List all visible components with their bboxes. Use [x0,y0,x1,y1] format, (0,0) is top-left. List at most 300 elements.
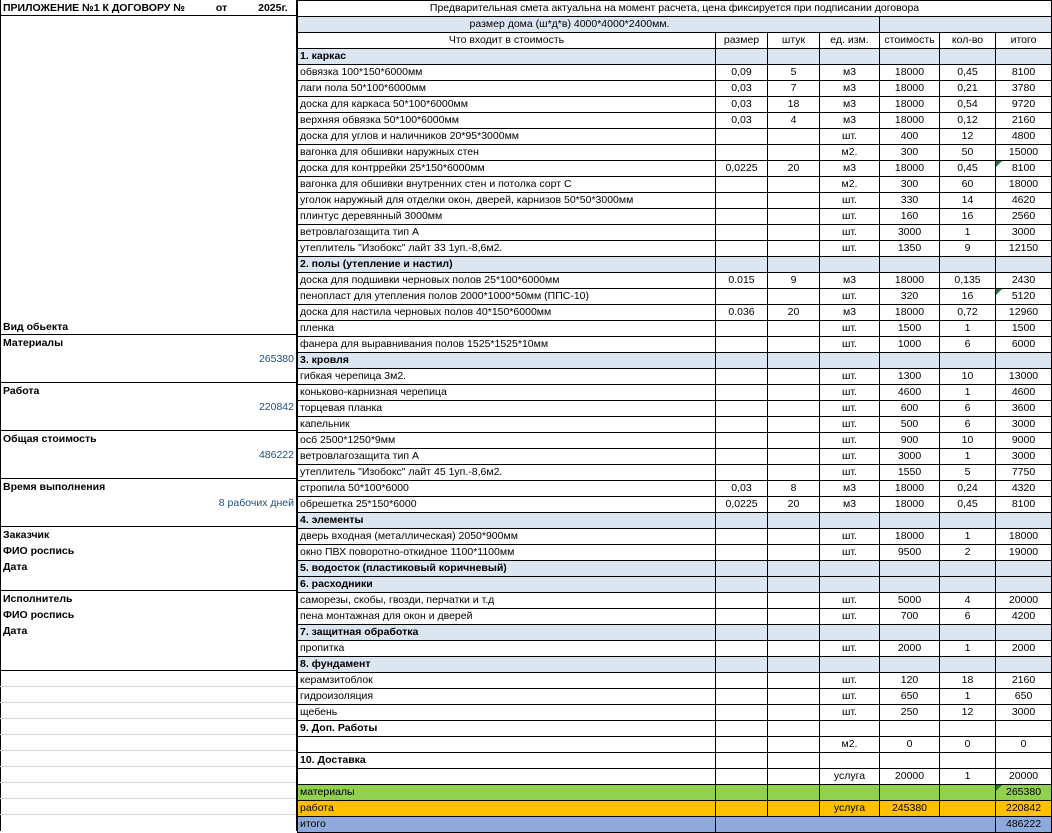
section-title[interactable]: 8. фундамент [298,657,716,673]
cell[interactable] [880,49,940,65]
cell-size[interactable] [716,177,768,193]
cell-pcs[interactable] [768,177,820,193]
cell[interactable] [880,353,940,369]
cell[interactable] [768,257,820,273]
cell-unit[interactable]: шт. [820,465,880,481]
duration-value[interactable]: 8 рабочих дней [218,497,294,509]
cell-size[interactable] [716,641,768,657]
cell-unit[interactable]: м3 [820,481,880,497]
cell-unit[interactable]: м2. [820,145,880,161]
cell-qty[interactable]: 6 [940,337,996,353]
cell-unit[interactable]: шт. [820,401,880,417]
cell-price[interactable]: 500 [880,417,940,433]
cell-pcs[interactable] [768,449,820,465]
materials-summary-total[interactable]: 265380 [996,785,1052,801]
cell-pcs[interactable] [768,209,820,225]
cell-unit[interactable]: шт. [820,417,880,433]
cell[interactable] [716,721,768,737]
cell-unit[interactable]: м3 [820,273,880,289]
cell-size[interactable]: 0,03 [716,481,768,497]
cell-price[interactable]: 18000 [880,113,940,129]
cell-size[interactable]: 0,09 [716,65,768,81]
cell-qty[interactable]: 9 [940,241,996,257]
cell-qty[interactable]: 0,12 [940,113,996,129]
cell-pcs[interactable] [768,641,820,657]
cell-unit[interactable]: услуга [820,769,880,785]
cell-pcs[interactable] [768,129,820,145]
cell-price[interactable]: 400 [880,129,940,145]
cell-unit[interactable]: шт. [820,289,880,305]
cell-unit[interactable]: м2. [820,737,880,753]
cell-qty[interactable]: 0 [940,737,996,753]
cell-qty[interactable]: 60 [940,177,996,193]
house-size-blank[interactable] [880,17,1052,33]
cell-pcs[interactable]: 7 [768,81,820,97]
cell-unit[interactable]: шт. [820,545,880,561]
section-title[interactable]: 9. Доп. Работы [298,721,716,737]
cell-qty[interactable]: 1 [940,449,996,465]
cell-unit[interactable]: шт. [820,209,880,225]
cell[interactable] [820,785,880,801]
cell-pcs[interactable] [768,225,820,241]
cell-qty[interactable]: 16 [940,209,996,225]
cell-name[interactable]: утеплитель "Изобокс" лайт 33 1уп.-8,6м2. [298,241,716,257]
house-size[interactable]: размер дома (ш*д*в) 4000*4000*2400мм. [298,17,880,33]
cell-price[interactable]: 18000 [880,97,940,113]
cell-total[interactable]: 3600 [996,401,1052,417]
cell-name[interactable]: пенопласт для утепления полов 2000*1000*50мм (ППС-10) [298,289,716,305]
cell-qty[interactable]: 1 [940,385,996,401]
cell-qty[interactable]: 0,45 [940,161,996,177]
cell-price[interactable]: 1350 [880,241,940,257]
section-title[interactable]: 5. водосток (пластиковый коричневый) [298,561,716,577]
cell-total[interactable]: 3000 [996,417,1052,433]
col-header-total[interactable]: итого [996,33,1052,49]
cell-name[interactable]: дверь входная (металлическая) 2050*900мм [298,529,716,545]
cell-pcs[interactable]: 8 [768,481,820,497]
cell-pcs[interactable] [768,385,820,401]
cell-pcs[interactable]: 20 [768,497,820,513]
cell-pcs[interactable] [768,465,820,481]
cell[interactable] [880,257,940,273]
cell-pcs[interactable] [768,593,820,609]
work-summary-label[interactable]: работа [298,801,716,817]
cell[interactable] [996,49,1052,65]
cell-unit[interactable]: шт. [820,193,880,209]
col-header-item[interactable]: Что входит в стоимость [298,33,716,49]
cell-pcs[interactable] [768,705,820,721]
cell-size[interactable] [716,241,768,257]
work-value[interactable]: 220842 [258,401,294,413]
cell-name[interactable]: коньково-карнизная черепица [298,385,716,401]
cell-qty[interactable]: 6 [940,401,996,417]
cell-price[interactable]: 18000 [880,81,940,97]
cell-size[interactable] [716,289,768,305]
cell-total[interactable]: 19000 [996,545,1052,561]
section-title[interactable]: 7. защитная обработка [298,625,716,641]
cell-pcs[interactable] [768,673,820,689]
cell-unit[interactable]: м3 [820,65,880,81]
cell-price[interactable]: 1550 [880,465,940,481]
cell-total[interactable]: 2430 [996,273,1052,289]
cell-total[interactable]: 18000 [996,177,1052,193]
cell-unit[interactable]: шт. [820,689,880,705]
col-header-price[interactable]: стоимость [880,33,940,49]
cell-pcs[interactable]: 18 [768,97,820,113]
cell[interactable] [940,801,996,817]
cell[interactable] [940,513,996,529]
cell-size[interactable] [716,465,768,481]
cell-size[interactable] [716,145,768,161]
cell[interactable] [996,577,1052,593]
cell[interactable] [768,625,820,641]
cell-name[interactable]: утеплитель "Изобокс" лайт 45 1уп.-8,6м2. [298,465,716,481]
cell-name[interactable]: обрешетка 25*150*6000 [298,497,716,513]
cell-price[interactable]: 600 [880,401,940,417]
cell[interactable] [940,49,996,65]
cell[interactable] [880,577,940,593]
cell-unit[interactable]: шт. [820,609,880,625]
cell-name[interactable]: лаги пола 50*100*6000мм [298,81,716,97]
cell-total[interactable]: 8100 [996,497,1052,513]
cell-name[interactable]: уголок наружный для отделки окон, дверей, карнизов 50*50*3000мм [298,193,716,209]
duration-label[interactable]: Время выполнения [3,481,106,493]
cell[interactable] [716,753,768,769]
contractor-label[interactable]: Исполнитель [3,593,73,605]
cell-unit[interactable]: шт. [820,705,880,721]
cell-pcs[interactable]: 4 [768,113,820,129]
cell-pcs[interactable] [768,401,820,417]
cell-pcs[interactable] [768,769,820,785]
cell-price[interactable]: 4600 [880,385,940,401]
cell-total[interactable]: 6000 [996,337,1052,353]
cell-qty[interactable]: 50 [940,145,996,161]
customer-label[interactable]: Заказчик [3,529,50,541]
cell-pcs[interactable]: 20 [768,305,820,321]
cell-total[interactable]: 18000 [996,529,1052,545]
cell-unit[interactable]: м3 [820,497,880,513]
grand-total-label[interactable]: итого [298,817,716,833]
cell-size[interactable] [716,593,768,609]
cell[interactable] [820,513,880,529]
contractor-date-label[interactable]: Дата [3,625,28,637]
cell[interactable] [716,513,768,529]
cell-qty[interactable]: 12 [940,129,996,145]
section-title[interactable]: 6. расходники [298,577,716,593]
cell-unit[interactable]: шт. [820,529,880,545]
cell[interactable] [940,353,996,369]
cell-size[interactable] [716,369,768,385]
cell-total[interactable]: 3000 [996,225,1052,241]
cell-pcs[interactable] [768,417,820,433]
cell-name[interactable]: ветровлагозащита тип А [298,225,716,241]
total-cost-value[interactable]: 486222 [258,449,294,461]
cell-qty[interactable]: 0,135 [940,273,996,289]
cell-name[interactable]: щебень [298,705,716,721]
cell-unit[interactable]: шт. [820,593,880,609]
cell-qty[interactable]: 1 [940,641,996,657]
cell-total[interactable]: 20000 [996,769,1052,785]
cell-qty[interactable]: 0,72 [940,305,996,321]
cell-size[interactable] [716,129,768,145]
cell-qty[interactable]: 0,21 [940,81,996,97]
section-title[interactable]: 3. кровля [298,353,716,369]
cell-unit[interactable]: м3 [820,161,880,177]
cell-name[interactable]: вагонка для обшивки внутренних стен и потолка сорт С [298,177,716,193]
cell-total[interactable]: 7750 [996,465,1052,481]
cell-name[interactable]: доска для контррейки 25*150*6000мм [298,161,716,177]
cell-name[interactable]: плинтус деревянный 3000мм [298,209,716,225]
cell-qty[interactable]: 4 [940,593,996,609]
cell-pcs[interactable] [768,241,820,257]
cell-name[interactable]: обвязка 100*150*6000мм [298,65,716,81]
cell-size[interactable] [716,433,768,449]
contractor-sign-label[interactable]: ФИО роспись [3,609,75,621]
cell-price[interactable]: 18000 [880,529,940,545]
customer-sign-label[interactable]: ФИО роспись [3,545,75,557]
cell-total[interactable]: 4620 [996,193,1052,209]
cell[interactable] [820,625,880,641]
cell-pcs[interactable] [768,545,820,561]
cell-qty[interactable]: 14 [940,193,996,209]
cell[interactable] [716,817,996,833]
cell-unit[interactable]: шт. [820,225,880,241]
section-title[interactable]: 10. Доставка [298,753,716,769]
cell-total[interactable]: 9720 [996,97,1052,113]
cell[interactable] [820,561,880,577]
cell-unit[interactable]: шт. [820,129,880,145]
cell-size[interactable] [716,225,768,241]
cell-price[interactable]: 18000 [880,481,940,497]
cell-unit[interactable]: шт. [820,449,880,465]
cell[interactable] [880,753,940,769]
cell-price[interactable]: 900 [880,433,940,449]
grand-total-value[interactable]: 486222 [996,817,1052,833]
cell[interactable] [768,49,820,65]
cell-name[interactable]: стропила 50*100*6000 [298,481,716,497]
cell-size[interactable] [716,337,768,353]
cell-total[interactable]: 4200 [996,609,1052,625]
cell-qty[interactable]: 18 [940,673,996,689]
cell[interactable] [768,753,820,769]
cell-pcs[interactable] [768,321,820,337]
cell-price[interactable]: 300 [880,177,940,193]
cell-price[interactable]: 120 [880,673,940,689]
cell-qty[interactable]: 5 [940,465,996,481]
total-cost-label[interactable]: Общая стоимость [3,433,97,445]
cell[interactable] [768,721,820,737]
cell-size[interactable] [716,689,768,705]
cell-price[interactable]: 650 [880,689,940,705]
cell[interactable] [768,657,820,673]
cell[interactable] [768,561,820,577]
cell-name[interactable]: пена монтажная для окон и дверей [298,609,716,625]
cell[interactable] [880,721,940,737]
cell-name[interactable]: доска для углов и наличников 20*95*3000мм [298,129,716,145]
cell[interactable] [716,801,768,817]
section-title[interactable]: 2. полы (утепление и настил) [298,257,716,273]
cell[interactable] [940,657,996,673]
cell-name[interactable]: доска для подшивки черновых полов 25*100*6000мм [298,273,716,289]
cell-name[interactable]: фанера для выравнивания полов 1525*1525*10мм [298,337,716,353]
cell-unit[interactable]: м2. [820,177,880,193]
cell-size[interactable] [716,609,768,625]
cell-name[interactable]: ветровлагозащита тип А [298,449,716,465]
cell-total[interactable]: 9000 [996,433,1052,449]
cell-price[interactable]: 160 [880,209,940,225]
cell-qty[interactable]: 0,45 [940,497,996,513]
cell[interactable] [880,785,940,801]
cell-name[interactable] [298,769,716,785]
cell-qty[interactable]: 1 [940,529,996,545]
cell-price[interactable]: 20000 [880,769,940,785]
cell-name[interactable]: доска для настила черновых полов 40*150*6000мм [298,305,716,321]
materials-summary-label[interactable]: материалы [298,785,716,801]
cell-size[interactable] [716,737,768,753]
cell-name[interactable]: осб 2500*1250*9мм [298,433,716,449]
cell-price[interactable]: 330 [880,193,940,209]
cell-name[interactable]: пленка [298,321,716,337]
cell-size[interactable] [716,705,768,721]
cell-price[interactable]: 1500 [880,321,940,337]
cell-name[interactable]: верхняя обвязка 50*100*6000мм [298,113,716,129]
cell-qty[interactable]: 1 [940,225,996,241]
cell-qty[interactable]: 6 [940,417,996,433]
cell-pcs[interactable] [768,337,820,353]
cell-size[interactable] [716,449,768,465]
cell-unit[interactable]: шт. [820,385,880,401]
cell-pcs[interactable]: 20 [768,161,820,177]
cell[interactable] [996,561,1052,577]
cell[interactable] [768,785,820,801]
cell-size[interactable]: 0.015 [716,273,768,289]
cell-pcs[interactable] [768,369,820,385]
customer-date-label[interactable]: Дата [3,561,28,573]
cell-size[interactable] [716,385,768,401]
cell-name[interactable]: керамзитоблок [298,673,716,689]
cell[interactable] [996,353,1052,369]
cell-unit[interactable]: шт. [820,241,880,257]
cell-qty[interactable]: 6 [940,609,996,625]
cell-unit[interactable]: м3 [820,97,880,113]
cell[interactable] [716,577,768,593]
cell[interactable] [820,657,880,673]
cell-price[interactable]: 250 [880,705,940,721]
cell-total[interactable]: 0 [996,737,1052,753]
cell[interactable] [880,561,940,577]
cell-size[interactable] [716,529,768,545]
cell-qty[interactable]: 12 [940,705,996,721]
work-label[interactable]: Работа [3,385,40,397]
cell-total[interactable]: 13000 [996,369,1052,385]
cell-name[interactable]: окно ПВХ поворотно-откидное 1100*1100мм [298,545,716,561]
cell-unit[interactable]: шт. [820,673,880,689]
cell-pcs[interactable]: 5 [768,65,820,81]
cell-total[interactable]: 3000 [996,449,1052,465]
cell-size[interactable] [716,321,768,337]
cell[interactable] [768,577,820,593]
appendix-title[interactable] [3,0,288,16]
cell[interactable] [820,577,880,593]
work-summary-total[interactable]: 220842 [996,801,1052,817]
cell[interactable] [996,257,1052,273]
section-title[interactable]: 4. элементы [298,513,716,529]
cell[interactable] [716,49,768,65]
cell-total[interactable]: 8100 [996,65,1052,81]
cell-size[interactable]: 0,03 [716,113,768,129]
cell-size[interactable] [716,769,768,785]
materials-label[interactable]: Материалы [3,337,64,349]
estimate-note[interactable]: Предварительная смета актуальна на момент расчета, цена фиксируется при подписании договора [298,1,1052,17]
cell-pcs[interactable] [768,737,820,753]
cell[interactable] [768,513,820,529]
cell[interactable] [880,625,940,641]
cell-price[interactable]: 5000 [880,593,940,609]
cell-unit[interactable]: м3 [820,81,880,97]
cell-price[interactable]: 3000 [880,225,940,241]
cell-price[interactable]: 700 [880,609,940,625]
cell[interactable] [996,753,1052,769]
cell-qty[interactable]: 1 [940,321,996,337]
cell-size[interactable] [716,193,768,209]
object-type-label[interactable]: Вид обьекта [3,321,69,333]
col-header-pcs[interactable]: штук [768,33,820,49]
cell[interactable] [940,561,996,577]
work-summary-price[interactable]: 245380 [880,801,940,817]
materials-value[interactable]: 265380 [258,353,294,365]
cell-pcs[interactable] [768,609,820,625]
cell-price[interactable]: 9500 [880,545,940,561]
cell-size[interactable] [716,417,768,433]
cell[interactable] [716,257,768,273]
cell[interactable] [996,513,1052,529]
cell[interactable] [996,721,1052,737]
cell-total[interactable]: 4800 [996,129,1052,145]
cell-size[interactable]: 0,03 [716,97,768,113]
cell-pcs[interactable]: 9 [768,273,820,289]
cell-price[interactable]: 1300 [880,369,940,385]
cell[interactable] [940,577,996,593]
cell[interactable] [716,353,768,369]
cell[interactable] [996,657,1052,673]
cell-qty[interactable]: 1 [940,689,996,705]
cell-price[interactable]: 18000 [880,161,940,177]
cell[interactable] [768,353,820,369]
cell-unit[interactable]: шт. [820,433,880,449]
cell-name[interactable]: пропитка [298,641,716,657]
cell[interactable] [716,657,768,673]
cell[interactable] [820,753,880,769]
cell[interactable] [820,721,880,737]
cell-name[interactable] [298,737,716,753]
cell-total[interactable]: 1500 [996,321,1052,337]
cell-price[interactable]: 18000 [880,305,940,321]
cell-qty[interactable]: 10 [940,369,996,385]
cell-total[interactable]: 4600 [996,385,1052,401]
cell[interactable] [880,657,940,673]
cell-pcs[interactable] [768,289,820,305]
cell-qty[interactable]: 10 [940,433,996,449]
cell-price[interactable]: 18000 [880,497,940,513]
cell-total[interactable]: 650 [996,689,1052,705]
cell-price[interactable]: 1000 [880,337,940,353]
cell[interactable] [880,513,940,529]
cell[interactable] [996,625,1052,641]
cell-qty[interactable]: 0,24 [940,481,996,497]
cell-name[interactable]: торцевая планка [298,401,716,417]
cell-unit[interactable]: шт. [820,369,880,385]
cell[interactable] [940,753,996,769]
